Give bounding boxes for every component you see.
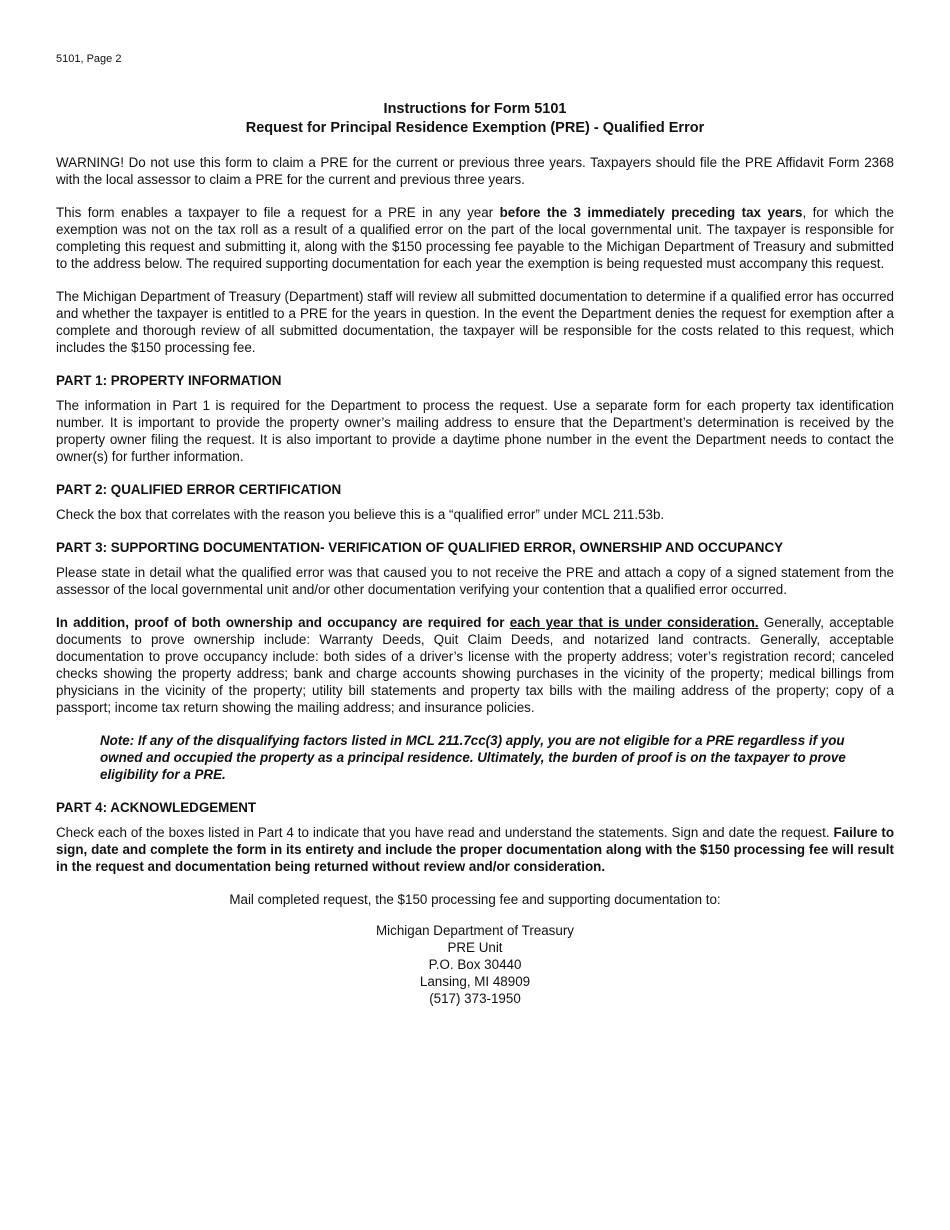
- part3-heading: PART 3: SUPPORTING DOCUMENTATION- VERIFICATION OF QUALIFIED ERROR, OWNERSHIP AND OCCUPANCY: [56, 540, 784, 555]
- part2-heading: PART 2: QUALIFIED ERROR CERTIFICATION: [56, 482, 342, 497]
- phone-number: (517) 373-1950: [429, 991, 521, 1006]
- part2-text: Check the box that correlates with the reason you believe this is a “qualified error” under MCL 211.53b.: [56, 507, 665, 522]
- disqualifying-note: Note: If any of the disqualifying factors listed in MCL 211.7cc(3) apply, you are not eligible for a PRE regardless if you owned and occupied the property as a principal residence. Ultimately, the burden of proof is on the taxpayer to prove eligibility for a PRE.: [100, 733, 846, 782]
- part4-heading: PART 4: ACKNOWLEDGEMENT: [56, 800, 257, 815]
- part4-paragraph: [56, 824, 894, 875]
- title-line-1: Instructions for Form 5101: [383, 101, 567, 117]
- part3-text: Please state in detail what the qualified error was that caused you to not receive the PRE and attach a copy of a signed statement from the assessor of the local governmental unit and/or other documentation verifying your contention that a qualified error occurred.: [56, 565, 894, 597]
- proof-rest-text: Generally, acceptable documents to prove ownership include: Warranty Deeds, Quit Claim Deeds, and notarized land contracts. Generally, acceptable documentation to prove occupancy include: both sides of a driver’s license with the property address; voter’s registration record; canceled checks showing the property address; bank and charge accounts showing purchases in the vicinity of the property; medical billings from physicians in the vicinity of the property; utility bill statements and property tax bills with the mailing address of the property; copy of a passport; income tax return showing the mailing address; and insurance policies.: [56, 615, 895, 715]
- part1-heading: PART 1: PROPERTY INFORMATION: [56, 373, 282, 388]
- address-line-3: P.O. Box 30440: [428, 957, 522, 972]
- proof-underlined-text: each year that is under consideration.: [509, 615, 759, 630]
- proof-paragraph: [56, 614, 894, 716]
- instructions-body: [56, 154, 894, 1007]
- part1-text: The information in Part 1 is required for the Department to process the request. Use a separate form for each property tax identification number. It is important to provide the property owner’s mailing address to ensure that the Department’s determination is received by the property owner filing the request. It is also important to provide a daytime phone number in the event the Department needs to contact the owner(s) for further information.: [56, 398, 894, 464]
- review-paragraph: The Michigan Department of Treasury (Department) staff will review all submitted documentation to determine if a qualified error has occurred and whether the taxpayer is entitled to a PRE for the years in question. In the event the Department denies the request for exemption after a complete and thorough review of all submitted documentation, the taxpayer will be responsible for the costs related to this request, which includes the $150 processing fee.: [56, 289, 894, 355]
- address-line-4: Lansing, MI 48909: [419, 974, 531, 989]
- proof-bold-text: In addition, proof of both ownership and occupancy are required for: [56, 615, 510, 630]
- mailing-address: [56, 922, 894, 1007]
- intro-text-after: , for which the exemption was not on the tax roll as a result of a qualified error on the part of the local governmental unit. The taxpayer is responsible for completing this request and submitting it, along with the $150 processing fee payable to the Michigan Department of Treasury and submitted to the address below. The required supporting documentation for each year the exemption is being requested must accompany this request.: [56, 205, 894, 271]
- document-title: [56, 100, 894, 138]
- title-line-2: Request for Principal Residence Exemption (PRE) - Qualified Error: [245, 120, 705, 136]
- intro-paragraph: [56, 204, 894, 272]
- part4-text: Check each of the boxes listed in Part 4 to indicate that you have read and understand the statements. Sign and date the request.: [56, 825, 834, 840]
- intro-text-bold: before the 3 immediately preceding tax years: [499, 205, 803, 220]
- part4-warning-bold: Failure to sign, date and complete the form in its entirety and include the proper documentation along with the $150 processing fee will result in the request and documentation being returned without review and/or consideration.: [56, 825, 894, 874]
- mail-instructions: Mail completed request, the $150 processing fee and supporting documentation to:: [229, 892, 721, 907]
- intro-text-before: This form enables a taxpayer to file a request for a PRE in any year: [56, 205, 500, 220]
- address-line-2: PRE Unit: [447, 940, 503, 955]
- page-identifier: 5101, Page 2: [56, 53, 122, 65]
- address-line-1: Michigan Department of Treasury: [376, 923, 574, 938]
- warning-paragraph: WARNING! Do not use this form to claim a PRE for the current or previous three years. Taxpayers should file the PRE Affidavit Form 2368 with the local assessor to claim a PRE for the current and previous three years.: [56, 155, 894, 187]
